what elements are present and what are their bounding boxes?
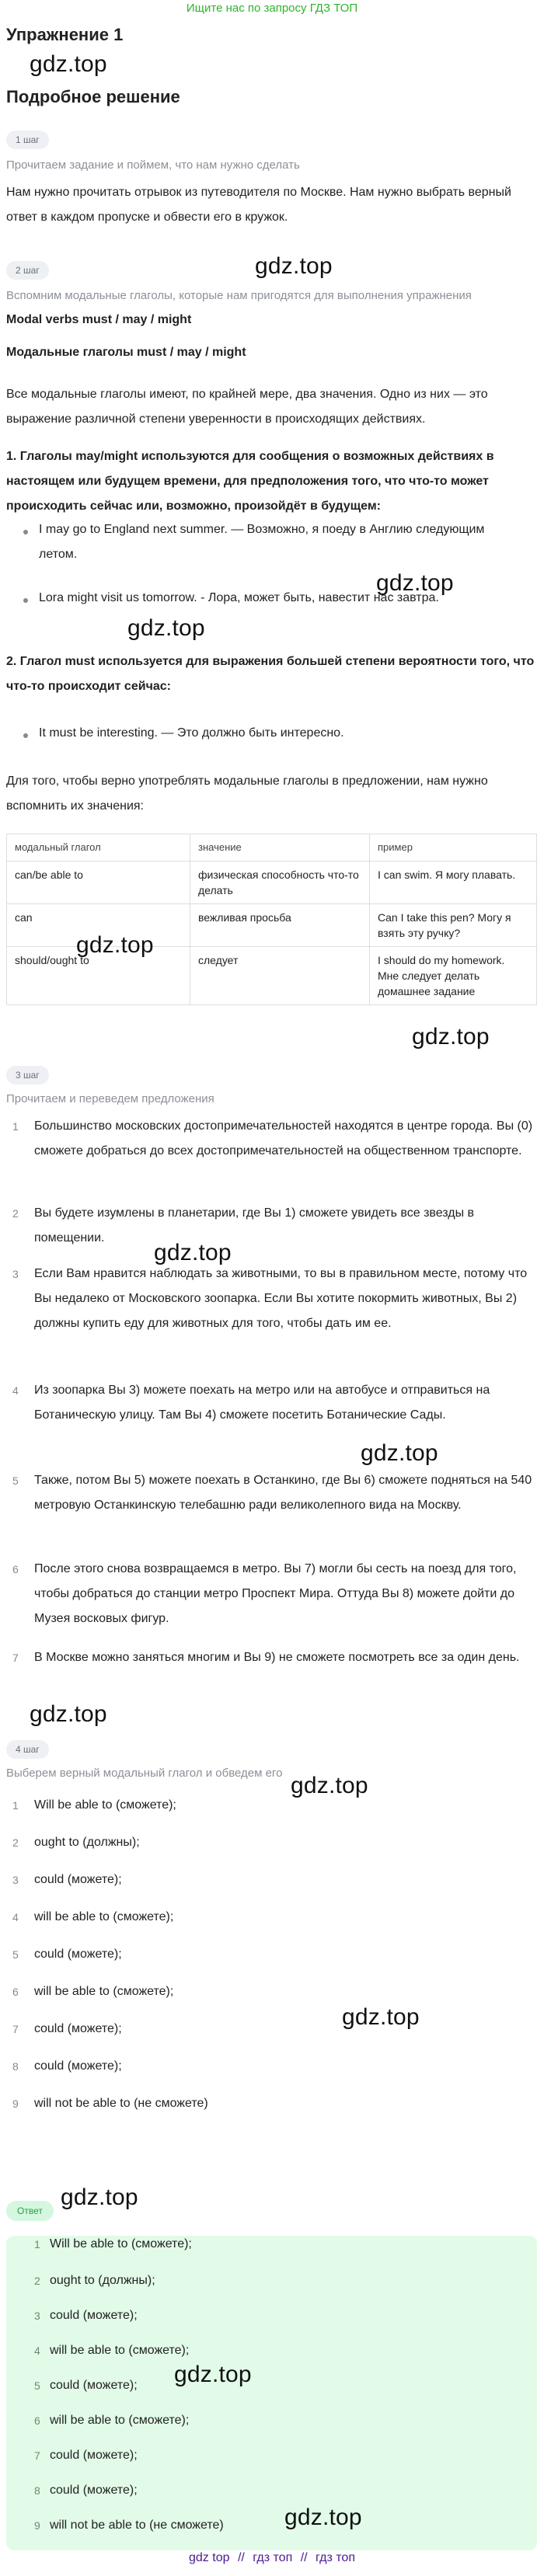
answer-item	[6, 2304, 504, 2327]
answer-item	[6, 2479, 504, 2502]
table-cell: can/be able to	[7, 862, 190, 904]
item-text: could (можете);	[50, 2449, 138, 2462]
footer-separator: //	[237, 2551, 245, 2564]
list-item	[6, 2091, 535, 2116]
watermark: gdz.top	[291, 1773, 368, 1798]
item-number: 6	[12, 1986, 19, 1998]
item-text: could (можете);	[34, 1948, 122, 1961]
list-item	[6, 1262, 535, 1336]
table-cell: вежливая просьба	[190, 904, 370, 947]
item-text: will not be able to (не сможете)	[50, 2519, 224, 2532]
watermark: gdz.top	[127, 615, 205, 641]
watermark: gdz.top	[412, 1024, 490, 1050]
bullet-dot	[23, 733, 28, 738]
modal-point-1: 1. Глаголы may/might используются для сообщения о возможных действиях в настоящем или будущем времени, для предположения того, что что-то может происходить сейчас или, возможно, произойдёт в будущем:	[6, 450, 494, 513]
table-header: пример	[370, 834, 537, 862]
step-desc-4: Выберем верный модальный глагол и обведем его	[6, 1767, 283, 1780]
list-item	[6, 1942, 535, 1967]
section-title: Подробное решение	[6, 87, 180, 106]
footer-link[interactable]: gdz top	[189, 2551, 230, 2564]
bullet-dot	[23, 530, 28, 534]
item-text: Will be able to (сможете);	[34, 1798, 176, 1812]
list-item	[6, 1201, 535, 1251]
item-number: 7	[12, 2023, 19, 2035]
table-cell: can	[7, 904, 190, 947]
answer-item	[6, 2514, 504, 2537]
item-text: Will be able to (сможете);	[50, 2237, 192, 2251]
item-text: could (можете);	[50, 2309, 138, 2322]
list-item	[6, 1979, 535, 2004]
item-number: 3	[12, 1268, 19, 1280]
answer-item	[6, 2374, 504, 2397]
step-badge-1: 1 шаг	[6, 131, 49, 149]
table-intro: Для того, чтобы верно употреблять модальные глаголы в предложении, нам нужно вспомнить их значения:	[6, 775, 488, 813]
modal-heading-ru: Модальные глаголы must / may / might	[6, 346, 246, 359]
answer-item	[6, 2269, 504, 2292]
item-number: 7	[34, 2449, 40, 2462]
list-item	[6, 1557, 535, 1631]
item-number: 1	[34, 2238, 40, 2251]
item-text: После этого снова возвращаемся в метро. Вы 7) могли бы сесть на поезд для того, чтобы добраться до станции метро Проспект Мира. Оттуда Вы 8) можете дойти до Музея восковых фигур.	[34, 1562, 517, 1625]
watermark: gdz.top	[30, 1701, 107, 1727]
item-number: 4	[12, 1911, 19, 1923]
list-item	[6, 1645, 535, 1670]
item-number: 8	[34, 2484, 40, 2497]
table-cell: I should do my homework. Мне следует делать домашнее задание	[370, 947, 537, 1005]
item-text: will be able to (сможете);	[34, 1985, 174, 1998]
modal-verbs-table	[6, 834, 537, 1005]
step1-text: Нам нужно прочитать отрывок из путеводителя по Москве. Нам нужно выбрать верный ответ в каждом пропуске и обвести его в кружок.	[6, 186, 511, 224]
table-cell: should/ought to	[7, 947, 190, 1005]
item-text: ought to (должны);	[50, 2274, 155, 2287]
item-text: В Москве можно заняться многим и Вы 9) не сможете посмотреть все за один день.	[34, 1651, 520, 1664]
item-text: will be able to (сможете);	[50, 2414, 190, 2427]
item-number: 3	[34, 2310, 40, 2322]
answer-item	[6, 2339, 504, 2362]
watermark: gdz.top	[361, 1440, 438, 1466]
list-item	[6, 1830, 535, 1855]
step-desc-2: Вспомним модальные глаголы, которые нам пригодятся для выполнения упражнения	[6, 289, 472, 302]
watermark: gdz.top	[30, 51, 107, 77]
item-number: 2	[12, 1207, 19, 1220]
list-item	[6, 1868, 535, 1892]
table-row	[7, 862, 537, 904]
table-header: модальный глагол	[7, 834, 190, 862]
item-text: will be able to (сможете);	[50, 2344, 190, 2357]
table-header: значение	[190, 834, 370, 862]
step-badge-4: 4 шаг	[6, 1740, 49, 1759]
step-badge-3: 3 шаг	[6, 1066, 49, 1084]
list-item	[6, 1114, 535, 1164]
item-number: 7	[12, 1652, 19, 1664]
item-number: 9	[34, 2519, 40, 2532]
item-number: 1	[12, 1120, 19, 1133]
answer-badge: Ответ	[6, 2201, 54, 2221]
bullet-dot	[23, 598, 28, 603]
step-desc-1: Прочитаем задание и поймем, что нам нужно сделать	[6, 158, 300, 172]
watermark: gdz.top	[255, 253, 333, 279]
item-number: 6	[34, 2414, 40, 2427]
watermark: gdz.top	[76, 932, 154, 958]
item-text: could (можете);	[34, 2022, 122, 2035]
list-item	[6, 1905, 535, 1930]
item-text: could (можете);	[50, 2484, 138, 2497]
watermark: gdz.top	[342, 2004, 420, 2030]
item-text: ought to (должны);	[34, 1836, 140, 1849]
item-text: Вы будете изумлены в планетарии, где Вы 1) сможете увидеть все звезды в помещении.	[34, 1206, 475, 1244]
item-number: 8	[12, 2060, 19, 2073]
footer-link[interactable]: гдз топ	[316, 2551, 355, 2564]
modal-point-2: 2. Глагол must используется для выражения большей степени вероятности того, что что-то происходит сейчас:	[6, 655, 535, 693]
item-number: 4	[34, 2345, 40, 2357]
item-number: 1	[12, 1799, 19, 1812]
list-item	[6, 2017, 535, 2042]
item-text: will not be able to (не сможете)	[34, 2097, 208, 2110]
item-text: Также, потом Вы 5) можете поехать в Останкино, где Вы 6) сможете подняться на 540 метровую Останкинскую телебашню ради великолепного вида на Москву.	[34, 1474, 532, 1512]
watermark: gdz.top	[376, 570, 454, 596]
list-item	[6, 1378, 535, 1428]
item-text: Большинство московских достопримечательностей находятся в центре города. Вы (0) сможете добраться до всех достопримечательностей на общественном транспорте.	[34, 1119, 533, 1157]
answer-item	[6, 2444, 504, 2467]
watermark: gdz.top	[154, 1240, 232, 1265]
watermark: gdz.top	[61, 2184, 138, 2210]
page-title: Упражнение 1	[6, 25, 124, 44]
list-item	[6, 2054, 535, 2079]
watermark: gdz.top	[284, 2505, 362, 2530]
example-may: I may go to England next summer. — Возможно, я поеду в Англию следующим летом.	[39, 523, 485, 561]
table-header-row	[7, 834, 537, 862]
item-number: 3	[12, 1874, 19, 1886]
table-cell: I can swim. Я могу плавать.	[370, 862, 537, 904]
answer-item	[6, 2233, 504, 2256]
item-number: 9	[12, 2097, 19, 2110]
item-number: 5	[12, 1948, 19, 1961]
item-text: could (можете);	[34, 2059, 122, 2073]
footer-links	[0, 2551, 544, 2565]
example-must: It must be interesting. — Это должно быть интересно.	[39, 726, 344, 740]
item-number: 4	[12, 1384, 19, 1397]
item-text: Если Вам нравится наблюдать за животными, то вы в правильном месте, потому что Вы недалеко от Московского зоопарка. Если Вы хотите покормить животных, Вы 2) должны купить еду для животных для того, чтобы дать им ее.	[34, 1267, 528, 1330]
item-number: 2	[34, 2275, 40, 2287]
table-cell: следует	[190, 947, 370, 1005]
list-item	[6, 1468, 535, 1518]
footer-link[interactable]: гдз топ	[253, 2551, 293, 2564]
list-item	[6, 1793, 535, 1818]
step-desc-3: Прочитаем и переведем предложения	[6, 1092, 214, 1105]
item-number: 6	[12, 1563, 19, 1575]
answer-item	[6, 2409, 504, 2432]
modal-intro: Все модальные глаголы имеют, по крайней мере, два значения. Одно из них — это выражение различной степени уверенности в происходящих действиях.	[6, 388, 488, 426]
item-text: could (можете);	[34, 1873, 122, 1886]
item-number: 5	[12, 1474, 19, 1487]
search-banner[interactable]: Ищите нас по запросу ГДЗ ТОП	[186, 2, 358, 15]
item-text: could (можете);	[50, 2379, 138, 2392]
item-text: will be able to (сможете);	[34, 1910, 174, 1923]
footer-separator: //	[300, 2551, 308, 2564]
item-number: 2	[12, 1836, 19, 1849]
item-text: Из зоопарка Вы 3) можете поехать на метро или на автобусе и отправиться на Ботаническую улицу. Там Вы 4) сможете посетить Ботанические Сады.	[34, 1384, 490, 1422]
table-cell: физическая способность что-то делать	[190, 862, 370, 904]
example-might: Lora might visit us tomorrow. - Лора, может быть, навестит нас завтра.	[39, 591, 439, 604]
item-number: 5	[34, 2379, 40, 2392]
watermark: gdz.top	[174, 2362, 252, 2387]
modal-heading-en: Modal verbs must / may / might	[6, 313, 192, 326]
step-badge-2: 2 шаг	[6, 261, 49, 280]
table-cell: Can I take this pen? Могу я взять эту ручку?	[370, 904, 537, 947]
